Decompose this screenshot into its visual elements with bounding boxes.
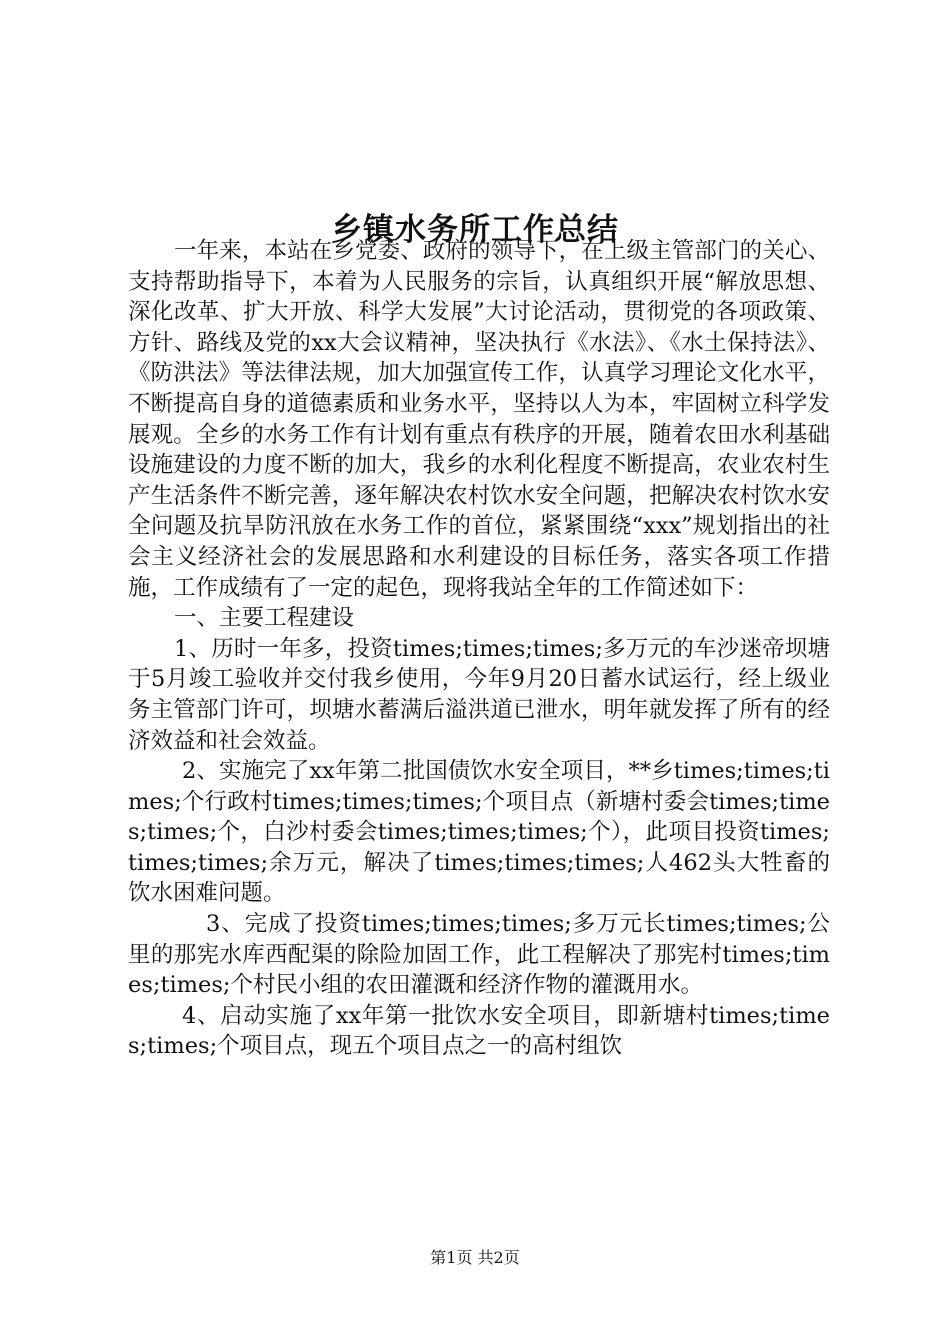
document-title: 乡镇水务所工作总结 [331,211,619,248]
paragraph-item-2: 2、实施完了xx年第二批国债饮水安全项目，**乡times;times;times;个行政村times;times;times;个项目点（新塘村委会times;times;times;个，白沙村委会times;times;times;个），此项目投资times;times;times;余万元，解决了times;times;times;人462头大牲畜的饮水困难问题。 [128,758,830,907]
section-heading-main-projects: 一、主要工程建设 [174,605,355,632]
paragraph-item-3: 3、完成了投资times;times;times;多万元长times;times;公里的那宪水库西配渠的除险加固工作，此工程解决了那宪村times;times;times;个村民小组的农田灌溉和经济作物的灌溉用水。 [128,911,830,999]
paragraph-intro: 一年来，本站在乡党委、政府的领导下，在上级主管部门的关心、支持帮助指导下，本着为人民服务的宗旨，认真组织开展“解放思想、深化改革、扩大开放、科学大发展”大讨论活动，贯彻党的各项政策、方针、路线及党的xx大会议精神，坚决执行《水法》、《水土保持法》、《防洪法》等法律法规，加大加强宣传工作，认真学习理论文化水平，不断提高自身的道德素质和业务水平，坚持以人为本，牢固树立科学发展观。全乡的水务工作有计划有重点有秩序的开展，随着农田水利基础设施建设的力度不断的加大，我乡的水利化程度不断提高，农业农村生产生活条件不断完善，逐年解决农村饮水安全问题，把解决农村饮水安全问题及抗旱防汛放在水务工作的首位，紧紧围绕“xxx”规划指出的社会主义经济社会的发展思路和水利建设的目标任务，落实各项工作措施，工作成绩有了一定的起色，现将我站全年的工作简述如下： [128,238,830,601]
page-footer: 第1页 共2页 [430,1248,520,1267]
document-body [128,236,830,1062]
paragraph-item-4: 4、启动实施了xx年第一批饮水安全项目，即新塘村times;times;times;个项目点，现五个项目点之一的高村组饮 [128,1002,830,1060]
paragraph-item-1: 1、历时一年多，投资times;times;times;多万元的车沙迷帝坝塘于5月竣工验收并交付我乡使用，今年9月20日蓄水试运行，经上级业务主管部门许可，坝塘水蓄满后溢洪道已泄水，明年就发挥了所有的经济效益和社会效益。 [128,635,830,754]
